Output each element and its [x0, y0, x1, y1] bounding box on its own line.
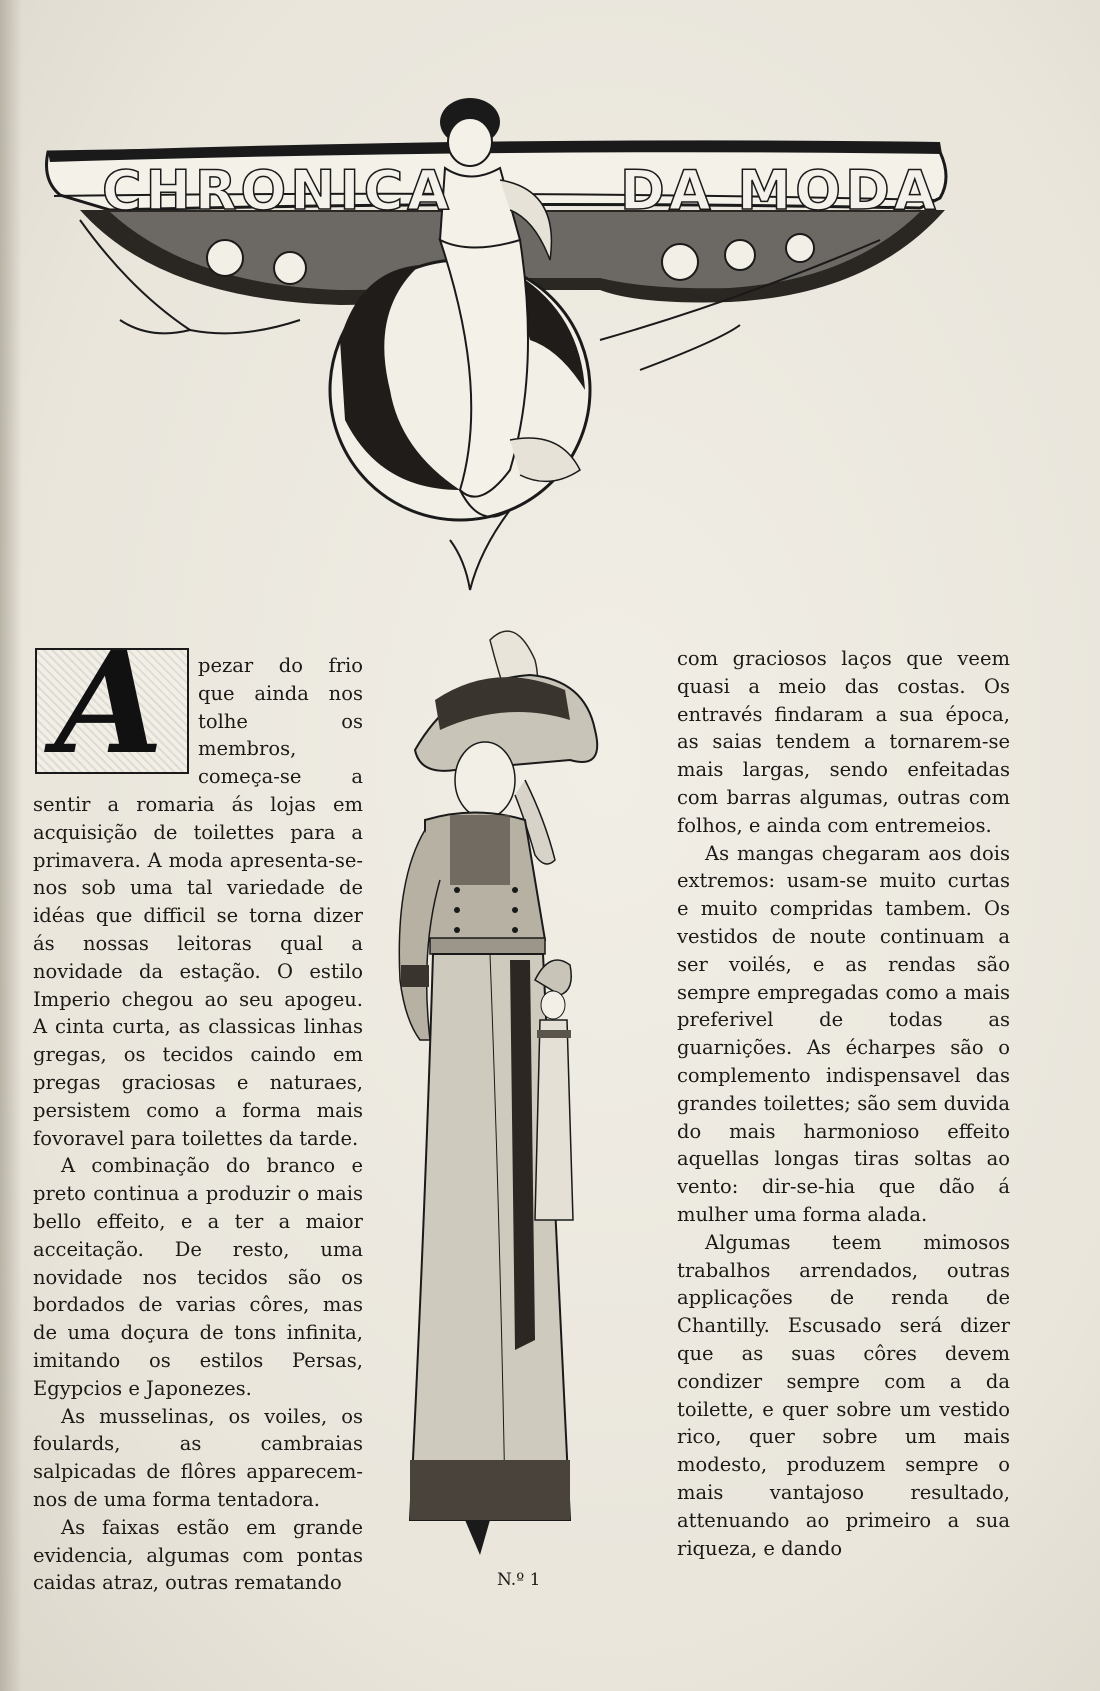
- paragraph-5: com graciosos laços que veem quasi a meio das costas. Os entravés findaram a sua época, as saias tendem a tornarem-se mais largas, sendo enfeitadas com barras algumas, outras com folhos, e ainda com entremeios.: [677, 647, 1010, 837]
- dropcap-letter: A: [55, 622, 164, 786]
- paragraph-6: As mangas chegaram aos dois extremos: usam-se muito curtas e muito compridas tambem. Os vestidos de noute continuam a ser voilés, e as rendas são sempre empregadas como a mais preferivel de todas as guarnições. As écharpes são o complemento indispensavel das grandes toilettes; são sem duvida do mais harmonioso effeito aquellas longas tiras soltas ao vento: dir-se-hia que dão á mulher uma forma alada.: [677, 841, 1010, 1226]
- article-right-column: [677, 645, 1010, 1562]
- paragraph-4: As faixas estão em grande evidencia, algumas com pontas caidas atraz, outras rematando: [33, 1515, 363, 1595]
- page-gutter-shadow: [0, 0, 22, 1691]
- header-title-left: CHRONICA: [102, 159, 454, 222]
- paragraph-1: pezar do frio que ainda nos tolhe os membros, começa-se a sentir a romaria ás lojas em acquisição de toilettes para a primavera. A moda apresenta-se-nos sob uma tal variedade de idéas que difficil se torna dizer ás nossas leitoras qual a novidade da estação. O estilo Imperio chegou ao seu apogeu. A cinta curta, as classicas linhas gregas, os tecidos caindo em pregas graciosas e naturaes, persistem como a forma mais fovoravel para toilettes da tarde.: [33, 654, 363, 1150]
- fashion-plate-figure: [395, 620, 665, 1565]
- article-left-column: [33, 622, 363, 1597]
- paragraph-2: A combinação do branco e preto continua a produzir o mais bello effeito, e a ter a maior acceitação. De resto, uma novidade nos tecidos são os bordados de varias côres, mas de uma doçura de tons infinita, imitando os estilos Persas, Egypcios e Japonezes.: [33, 1154, 363, 1400]
- chronica-header-illustration: [40, 90, 990, 610]
- paragraph-7: Algumas teem mimosos trabalhos arrendados, outras applicações de renda de Chantilly. Escusado será dizer que as suas côres devem condizer sempre com a da toilette, e quer sobre um vestido rico, quer sobre um mais modesto, produzem sempre o mais vantajoso resultado, attenuando ao primeiro a sua riqueza, e dando: [677, 1230, 1010, 1560]
- header-title-right: DA MODA: [620, 159, 940, 222]
- paragraph-3: As musselinas, os voiles, os foulards, as cambraias salpicadas de flôres apparecem-nos de uma forma tentadora.: [33, 1404, 363, 1511]
- dropcap: [33, 622, 188, 786]
- figure-caption: N.º 1: [497, 1570, 541, 1590]
- fashion-illustration: [395, 620, 665, 1565]
